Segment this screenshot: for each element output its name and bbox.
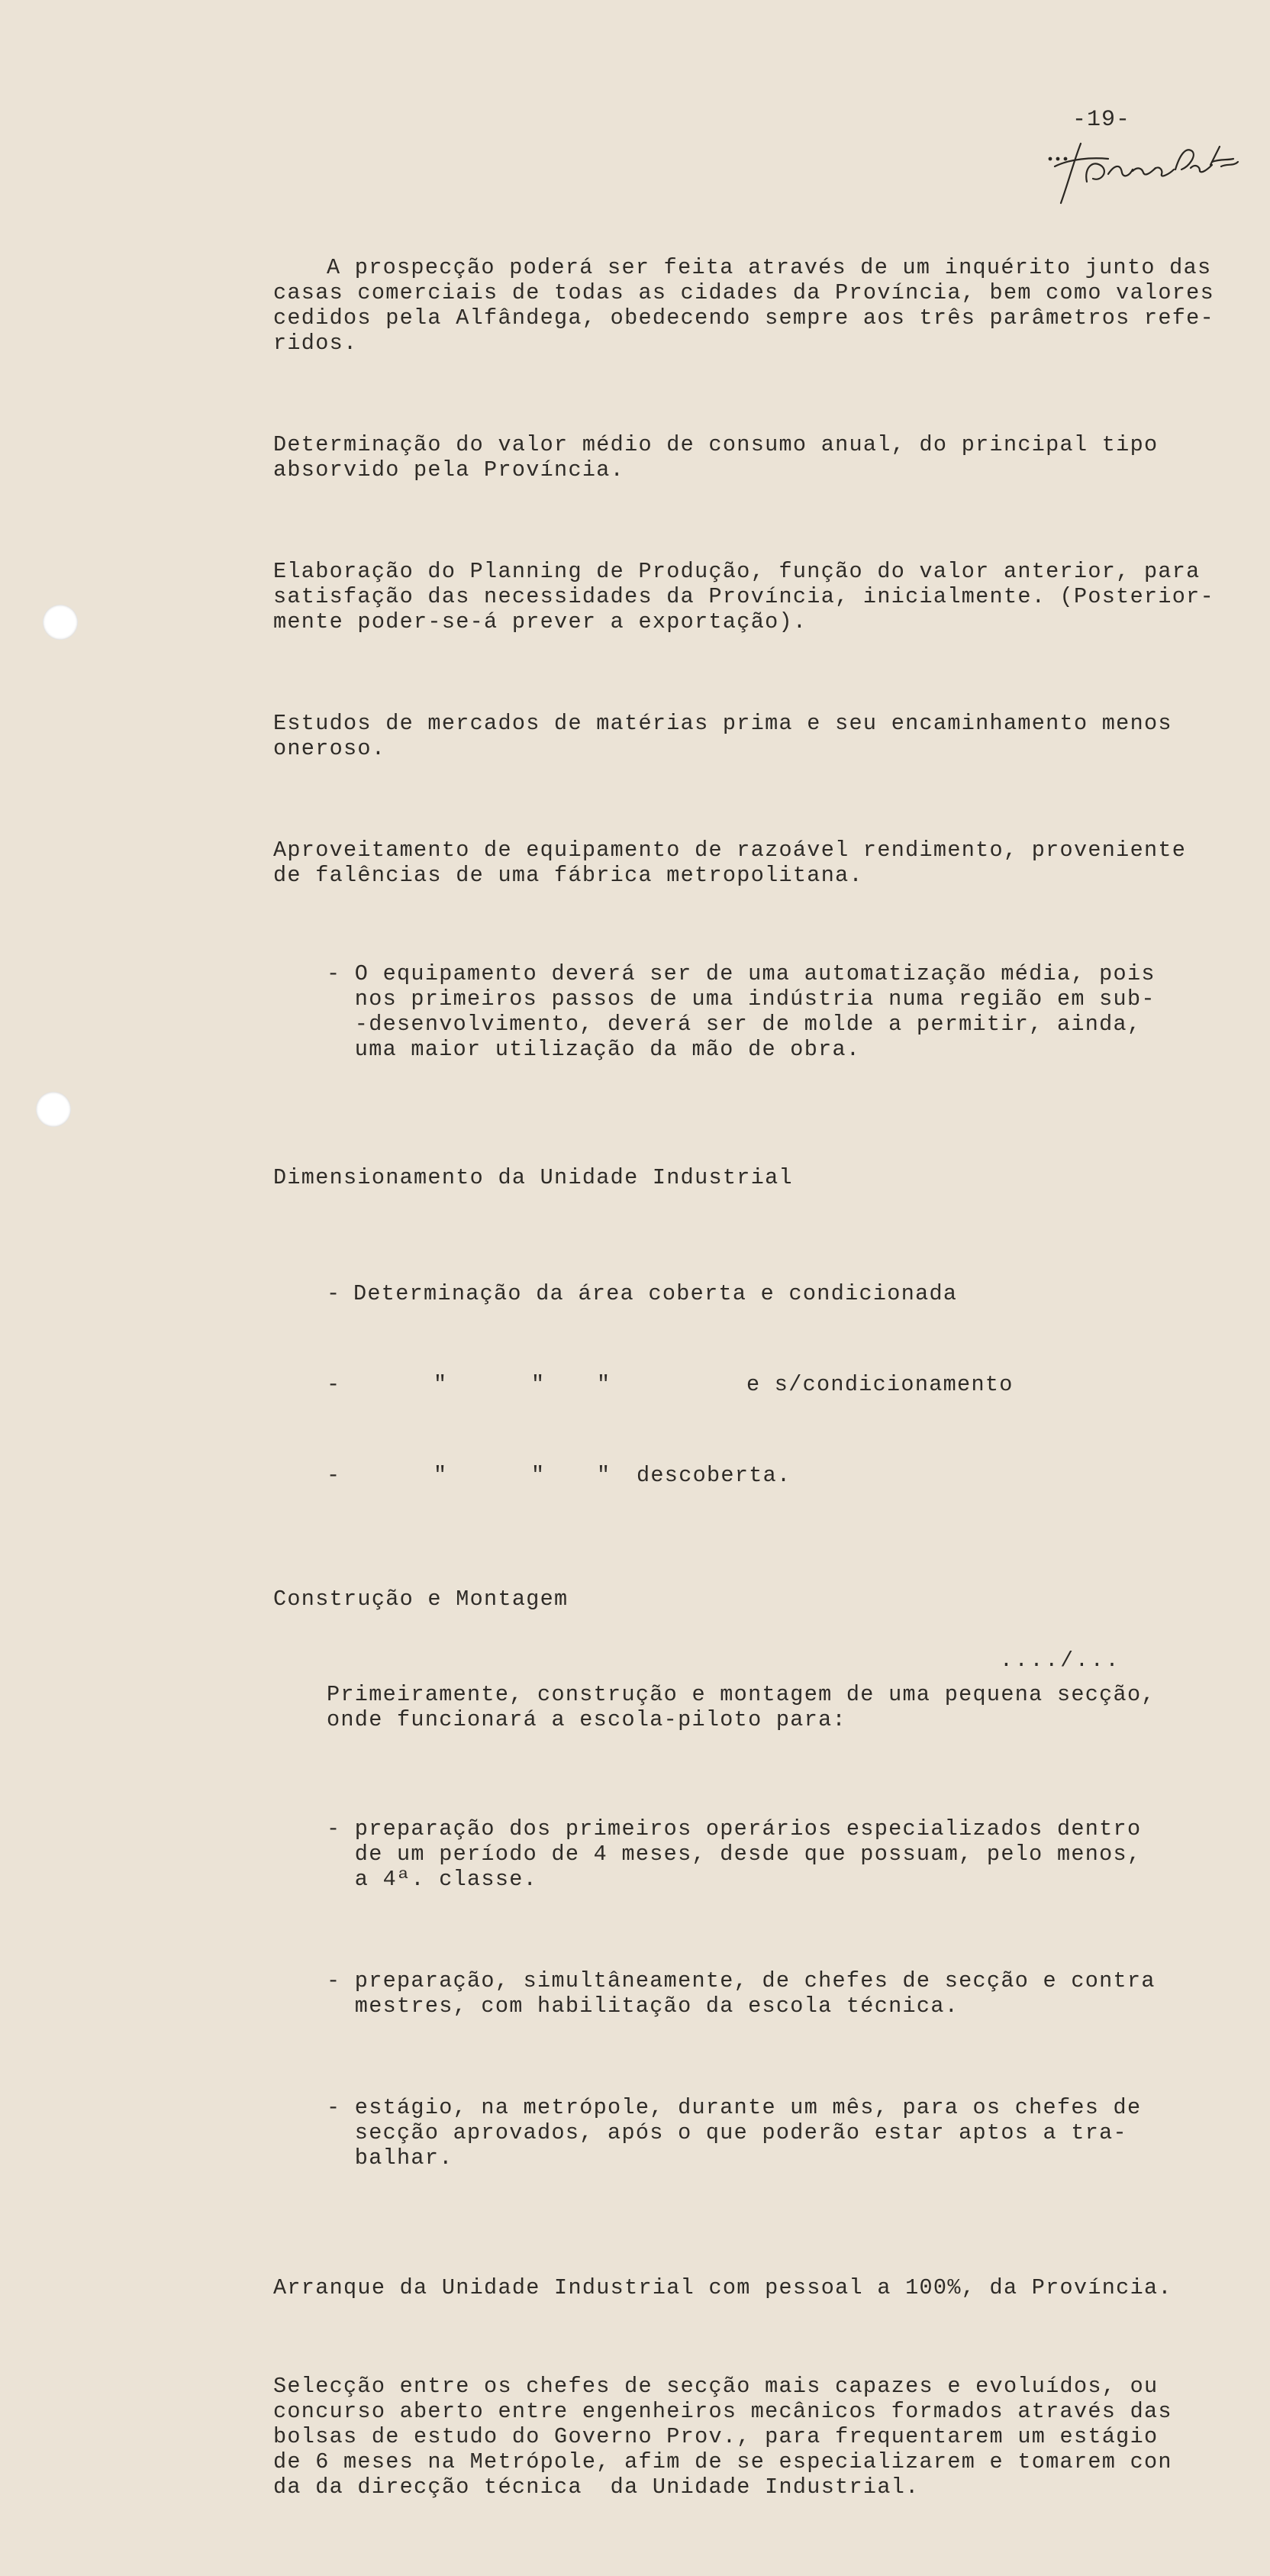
- paragraph-equipment: Aproveitamento de equipamento de razoável rendimento, proveniente de falências de uma fábrica metropolitana.: [273, 838, 1187, 888]
- equipment-note-item: - O equipamento deverá ser de uma automatização média, pois nos primeiros passos de uma indústria numa região em sub- -desenvolvimento, deverá ser de molde a permitir, ainda, uma maior utilização da mão de obra.: [327, 961, 1156, 1062]
- document-body: [273, 205, 1214, 2576]
- construction-item-1: - preparação dos primeiros operários especializados dentro de um período de 4 meses, desde que possuam, pelo menos, a 4ª. classe.: [327, 1816, 1142, 1892]
- continuation-mark: ..../...: [1000, 1649, 1121, 1673]
- dimension-item-1: [327, 1281, 1181, 1306]
- dimension-item-2: [327, 1372, 1181, 1397]
- heading-dimensioning: Dimensionamento da Unidade Industrial: [273, 1165, 793, 1190]
- item-dash: -: [327, 1281, 341, 1306]
- item-dash: -: [327, 1463, 341, 1488]
- paragraph-markets: Estudos de mercados de matérias prima e seu encaminhamento menos oneroso.: [273, 711, 1172, 761]
- construction-intro: Primeiramente, construção e montagem de uma pequena secção, onde funcionará a escola-piloto para:: [327, 1682, 1156, 1732]
- ditto-mark: ": [597, 1463, 611, 1488]
- heading-construction: Construção e Montagem: [273, 1587, 569, 1612]
- page-number: -19-: [1072, 107, 1131, 133]
- punch-hole-top: [43, 605, 78, 640]
- item-tail: e s/condicionamento: [746, 1372, 1014, 1397]
- paragraph-selection: Selecção entre os chefes de secção mais capazes e evoluídos, ou concurso aberto entre engenheiros mecânicos formados através das bolsas de estudo do Governo Prov., para frequentarem um estágio de 6 meses na Metrópole, afim de se especializarem e tomarem con da da direcção técnica da Unidade Industrial.: [273, 2374, 1172, 2500]
- ditto-mark: ": [434, 1463, 448, 1488]
- dimension-item-3: [327, 1463, 1181, 1488]
- construction-item-3: - estágio, na metrópole, durante um mês, para os chefes de secção aprovados, após o que poderão estar aptos a tra- balhar.: [327, 2095, 1142, 2171]
- paragraph-prospection: A prospecção poderá ser feita através de um inquérito junto das casas comerciais de todas as cidades da Província, bem como valores cedidos pela Alfândega, obedecendo sempre aos três parâmetros refe- ridos.: [273, 255, 1214, 356]
- ditto-mark: ": [434, 1372, 448, 1397]
- item-tail: descoberta.: [637, 1463, 791, 1488]
- paragraph-startup: Arranque da Unidade Industrial com pessoal a 100%, da Província.: [273, 2275, 1172, 2300]
- item-dash: -: [327, 1372, 341, 1397]
- punch-hole-bottom: [36, 1092, 71, 1127]
- ditto-mark: ": [531, 1463, 546, 1488]
- handwritten-signature: [1047, 136, 1242, 205]
- paragraph-consumption: Determinação do valor médio de consumo anual, do principal tipo absorvido pela Província.: [273, 432, 1159, 483]
- construction-item-2: - preparação, simultâneamente, de chefes de secção e contra mestres, com habilitação da escola técnica.: [327, 1968, 1156, 2019]
- ditto-mark: ": [597, 1372, 611, 1397]
- paragraph-planning: Elaboração do Planning de Produção, função do valor anterior, para satisfação das necessidades da Província, inicialmente. (Posterior- mente poder-se-á prever a exportação).: [273, 559, 1214, 634]
- item-text: Determinação da área coberta e condicionada: [353, 1281, 958, 1306]
- ditto-mark: ": [531, 1372, 546, 1397]
